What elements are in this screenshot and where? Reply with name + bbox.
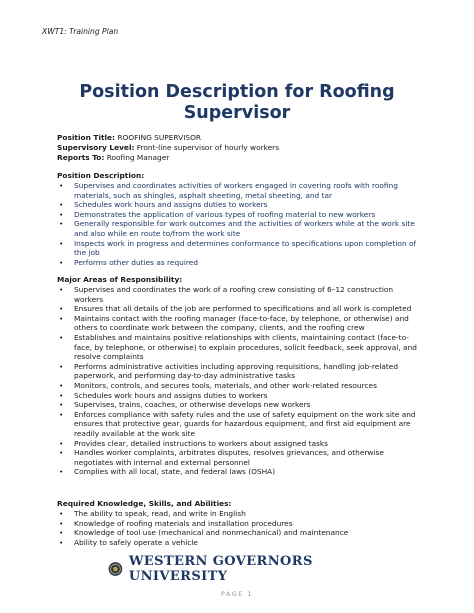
document-header-label: XWT1: Training Plan	[42, 27, 119, 36]
position-fields	[57, 133, 279, 163]
list-item: • Ability to safely operate a vehicle	[59, 537, 198, 547]
list-item: • Demonstrates the application of various types of roofing material to new workers	[59, 209, 376, 219]
list-item: • Supervises and coordinates the work of a roofing crew consisting of 6–12 construction workers	[59, 285, 394, 304]
list-item: • Maintains contact with the roofing manager (face-to-face, by telephone, or otherwise) and others to coordinate work between the company, clients, and the roofing crew	[59, 313, 409, 333]
section-heading: Position Description:	[57, 171, 145, 180]
field-value: ROOFING SUPERVISOR	[117, 133, 202, 142]
section-heading: Major Areas of Responsibility:	[57, 275, 183, 284]
list-item: • The ability to speak, read, and write in English	[59, 509, 246, 518]
major-areas-section	[57, 275, 417, 477]
list-item: • Enforces compliance with safety rules and the use of safety equipment on the work site and ensures that protective gear, guards for hazardous equipment, and first aid equipment are readily available at the work site	[59, 409, 416, 438]
list-item: • Performs administrative activities including approving requisitions, handling job-related paperwork, and performing day-to-day administrative tasks	[59, 361, 399, 381]
field-position-title	[57, 133, 279, 143]
university-seal-icon	[108, 560, 123, 578]
required-ksa-section	[57, 499, 417, 547]
field-label: Position Title:	[57, 133, 116, 142]
field-value: Front-line supervisor of hourly workers	[136, 143, 280, 152]
logo-text: WESTERN GOVERNORS UNIVERSITY	[128, 554, 313, 584]
list-item: • Establishes and maintains positive relationships with clients, maintaining contact (face-to-face, by telephone, or otherwise) to explain procedures, solicit feedback, seek approval, and resolve complaints	[59, 332, 417, 362]
page-number: PAGE 1	[220, 590, 254, 598]
field-label: Reports To:	[57, 153, 105, 162]
position-description-section	[57, 171, 417, 267]
list-item: • Supervises, trains, coaches, or otherwise develops new workers	[59, 400, 311, 410]
list-item: • Provides clear, detailed instructions to workers about assigned tasks	[59, 438, 329, 448]
field-value: Roofing Manager	[106, 153, 170, 162]
list-item: • Generally responsible for work outcomes and the activities of workers while at the work site and also while en route to/from the work site	[59, 219, 415, 238]
list-item: • Complies with all local, state, and federal laws (OSHA)	[59, 467, 276, 477]
list-item: • Ensures that all details of the job are performed to specifications and all work is completed	[59, 304, 412, 314]
list-item: • Performs other duties as required	[59, 257, 199, 267]
list-item: • Inspects work in progress and determines conformance to specifications upon completion of the job	[59, 238, 417, 258]
field-supervisory-level	[57, 143, 279, 153]
section-heading: Required Knowledge, Skills, and Abilities:	[57, 499, 232, 508]
field-reports-to	[57, 153, 279, 163]
list-item: • Schedules work hours and assigns duties to workers	[59, 200, 268, 210]
list-item: • Knowledge of tool use (mechanical and nonmechanical) and maintenance	[59, 528, 349, 538]
bullet-list	[57, 509, 417, 547]
field-label: Supervisory Level:	[57, 143, 135, 152]
list-item: • Knowledge of roofing materials and installation procedures	[59, 518, 293, 528]
wgu-logo	[108, 554, 366, 584]
list-item: • Supervises and coordinates activities of workers engaged in covering roofs with roofing materials, such as shingles, asphalt sheeting, metal sheeting, and tar	[59, 181, 398, 200]
bullet-list	[57, 285, 417, 477]
list-item: • Monitors, controls, and secures tools, materials, and other work-related resources	[59, 380, 377, 390]
page-title: Position Description for Roofing Supervisor	[79, 82, 395, 123]
list-item: • Handles worker complaints, arbitrates disputes, resolves grievances, and otherwise negotiates with internal and external personnel	[59, 448, 384, 467]
bullet-list	[57, 181, 417, 267]
list-item: • Schedules work hours and assigns duties to workers	[59, 390, 268, 400]
